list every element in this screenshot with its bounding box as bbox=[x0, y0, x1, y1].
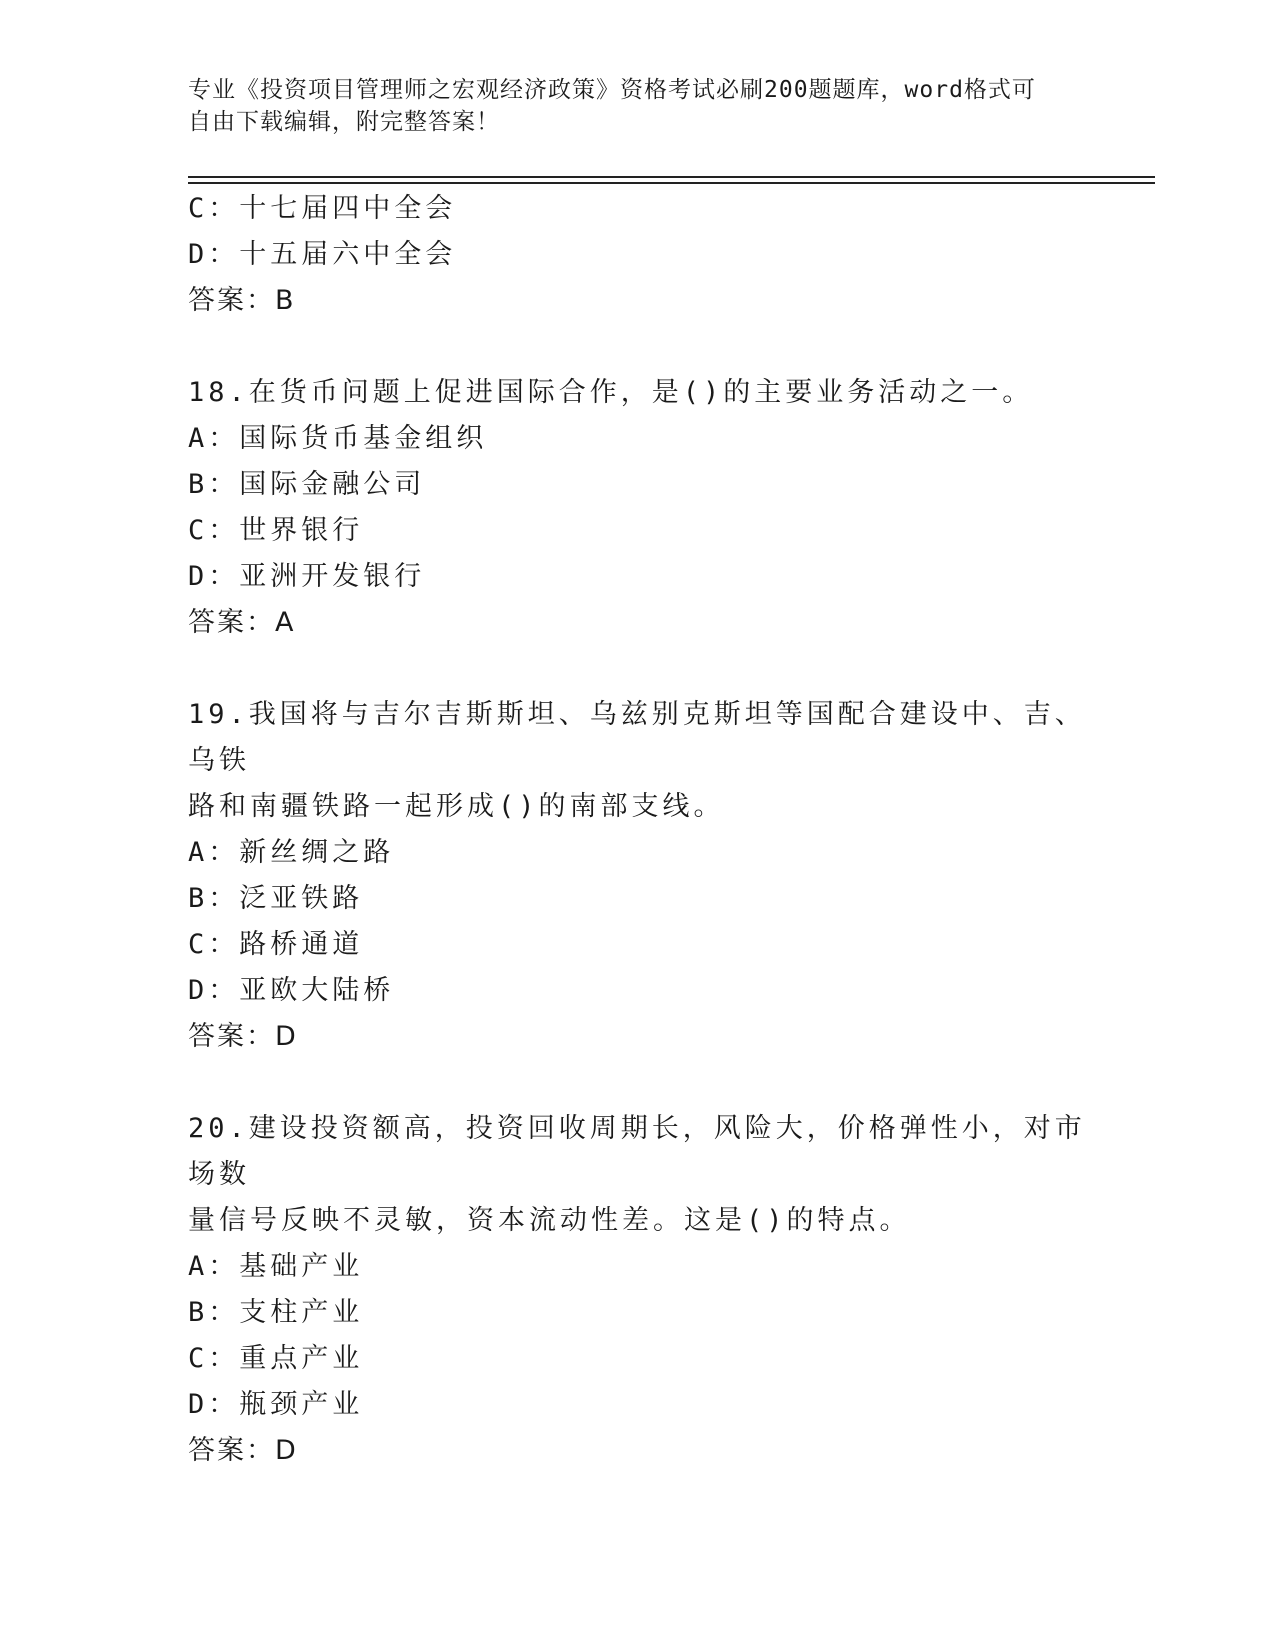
question-text-line-1: 20.建设投资额高，投资回收周期长，风险大，价格弹性小，对市场数 bbox=[188, 1113, 1086, 1190]
option-c: C：世界银行 bbox=[188, 515, 364, 546]
question-list bbox=[188, 186, 1088, 1474]
answer: 答案：D bbox=[188, 1021, 298, 1052]
header-title-line-1: 专业《投资项目管理师之宏观经济政策》资格考试必刷200题题库，word格式可 bbox=[188, 77, 1036, 103]
header-title-line-2: 自由下载编辑，附完整答案！ bbox=[188, 109, 500, 135]
question-text: 18.在货币问题上促进国际合作，是()的主要业务活动之一。 bbox=[188, 377, 1034, 408]
answer: 答案：A bbox=[188, 607, 296, 638]
option-d: D：亚欧大陆桥 bbox=[188, 975, 395, 1006]
option-b: B：泛亚铁路 bbox=[188, 883, 364, 914]
option-a: A：基础产业 bbox=[188, 1251, 364, 1282]
header-divider-bottom bbox=[188, 182, 1155, 184]
question-17-tail bbox=[188, 186, 1088, 324]
answer: 答案：B bbox=[188, 285, 296, 316]
option-c: C：十七届四中全会 bbox=[188, 193, 457, 224]
document-header bbox=[188, 74, 1068, 138]
option-b: B：支柱产业 bbox=[188, 1297, 364, 1328]
spacer bbox=[188, 324, 1088, 370]
question-text-line-2: 量信号反映不灵敏，资本流动性差。这是()的特点。 bbox=[188, 1205, 911, 1236]
header-divider-top bbox=[188, 176, 1155, 178]
option-a: A：国际货币基金组织 bbox=[188, 423, 488, 454]
option-d: D：亚洲开发银行 bbox=[188, 561, 426, 592]
question-20 bbox=[188, 1106, 1088, 1474]
question-18 bbox=[188, 370, 1088, 646]
spacer bbox=[188, 1060, 1088, 1106]
spacer bbox=[188, 646, 1088, 692]
option-d: D：十五届六中全会 bbox=[188, 239, 457, 270]
question-text-line-1: 19.我国将与吉尔吉斯斯坦、乌兹别克斯坦等国配合建设中、吉、乌铁 bbox=[188, 699, 1086, 776]
option-b: B：国际金融公司 bbox=[188, 469, 426, 500]
answer: 答案：D bbox=[188, 1435, 298, 1466]
option-a: A：新丝绸之路 bbox=[188, 837, 395, 868]
question-text-line-2: 路和南疆铁路一起形成()的南部支线。 bbox=[188, 791, 725, 822]
option-d: D：瓶颈产业 bbox=[188, 1389, 364, 1420]
question-19 bbox=[188, 692, 1088, 1060]
option-c: C：重点产业 bbox=[188, 1343, 364, 1374]
option-c: C：路桥通道 bbox=[188, 929, 364, 960]
